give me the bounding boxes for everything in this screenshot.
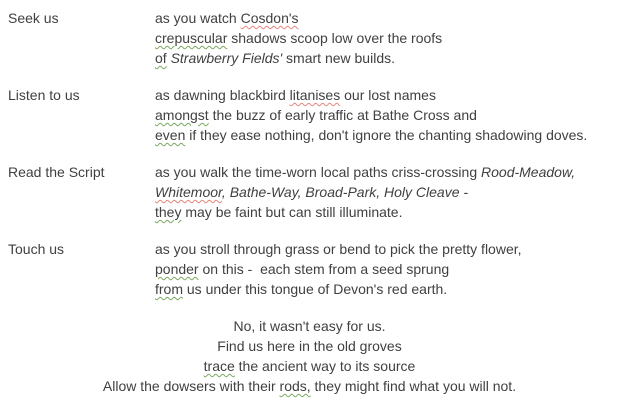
text-segment: us under this tongue of Devon's red earth. <box>183 281 448 297</box>
grammar-flagged-word: they <box>155 204 182 220</box>
text-segment: as you stroll through grass or bend to pick the pretty flower, <box>155 241 522 257</box>
stanza <box>8 85 619 145</box>
stanza <box>8 162 619 222</box>
stanza <box>8 8 619 68</box>
grammar-flagged-word: of <box>155 50 167 66</box>
poem-line <box>155 48 619 68</box>
text-segment: shadows scoop low over the roofs <box>227 30 443 46</box>
misspelled-word: Whitemoor <box>155 184 222 200</box>
misspelled-word: litanises <box>289 87 341 103</box>
grammar-flagged-word: from <box>155 281 183 297</box>
poem-line <box>0 336 619 356</box>
poem-line <box>155 8 619 28</box>
poem-line <box>155 259 619 279</box>
text-segment: the buzz of early traffic at Bathe Cross and <box>208 107 477 123</box>
poem-line <box>0 376 619 396</box>
poem-line <box>155 125 619 145</box>
poem-line <box>155 202 619 222</box>
stanza-label: Touch us <box>8 241 65 257</box>
text-segment: smart new builds. <box>282 50 395 66</box>
text-segment: on this - each stem from a seed sprung <box>198 261 450 277</box>
text-segment: they might find what you will not. <box>310 378 517 394</box>
text-segment: Allow the dowsers with their <box>102 378 280 394</box>
grammar-flagged-word: trace <box>203 358 235 374</box>
italic-text: Strawberry Fields' <box>170 50 283 66</box>
closing-stanza <box>0 316 619 396</box>
grammar-flagged-word: ponder <box>155 261 199 277</box>
grammar-flagged-word: even <box>155 127 186 143</box>
poem-line <box>155 85 619 105</box>
text-segment: our lost names <box>340 87 436 103</box>
poem-line <box>0 316 619 336</box>
stanza-lines <box>155 162 619 222</box>
stanza-label: Seek us <box>8 10 59 26</box>
text-segment: the ancient way to its source <box>234 358 416 374</box>
stanza-lines <box>155 85 619 145</box>
poem-stanzas <box>8 8 619 299</box>
stanza-lines <box>155 8 619 68</box>
italic-text: Rood-Meadow, <box>481 164 576 180</box>
grammar-flagged-word: rods, <box>279 378 311 394</box>
text-segment: if they ease nothing, don't ignore the chanting shadowing doves. <box>185 127 588 143</box>
poem-line <box>155 162 619 182</box>
misspelled-word: Cosdon's <box>240 10 299 26</box>
poem-line <box>155 279 619 299</box>
poem-line <box>155 105 619 125</box>
text-segment: as you walk the time-worn local paths criss-crossing <box>155 164 482 180</box>
poem-line <box>155 239 619 259</box>
text-segment: No, it wasn't easy for us. <box>233 318 386 334</box>
stanza-label: Read the Script <box>8 164 105 180</box>
grammar-flagged-word: amongst <box>155 107 209 123</box>
italic-text: , Bathe-Way, Broad-Park, Holy Cleave - <box>221 184 469 200</box>
text-segment: as you watch <box>155 10 241 26</box>
stanza-label: Listen to us <box>8 87 80 103</box>
stanza-lines <box>155 239 619 299</box>
text-segment: as dawning blackbird <box>155 87 290 103</box>
poem-line <box>155 182 619 202</box>
poem-line <box>155 28 619 48</box>
poem-line <box>0 356 619 376</box>
text-segment: Find us here in the old groves <box>217 338 402 354</box>
text-segment: may be faint but can still illuminate. <box>181 204 403 220</box>
stanza <box>8 239 619 299</box>
grammar-flagged-word: crepuscular <box>155 30 228 46</box>
